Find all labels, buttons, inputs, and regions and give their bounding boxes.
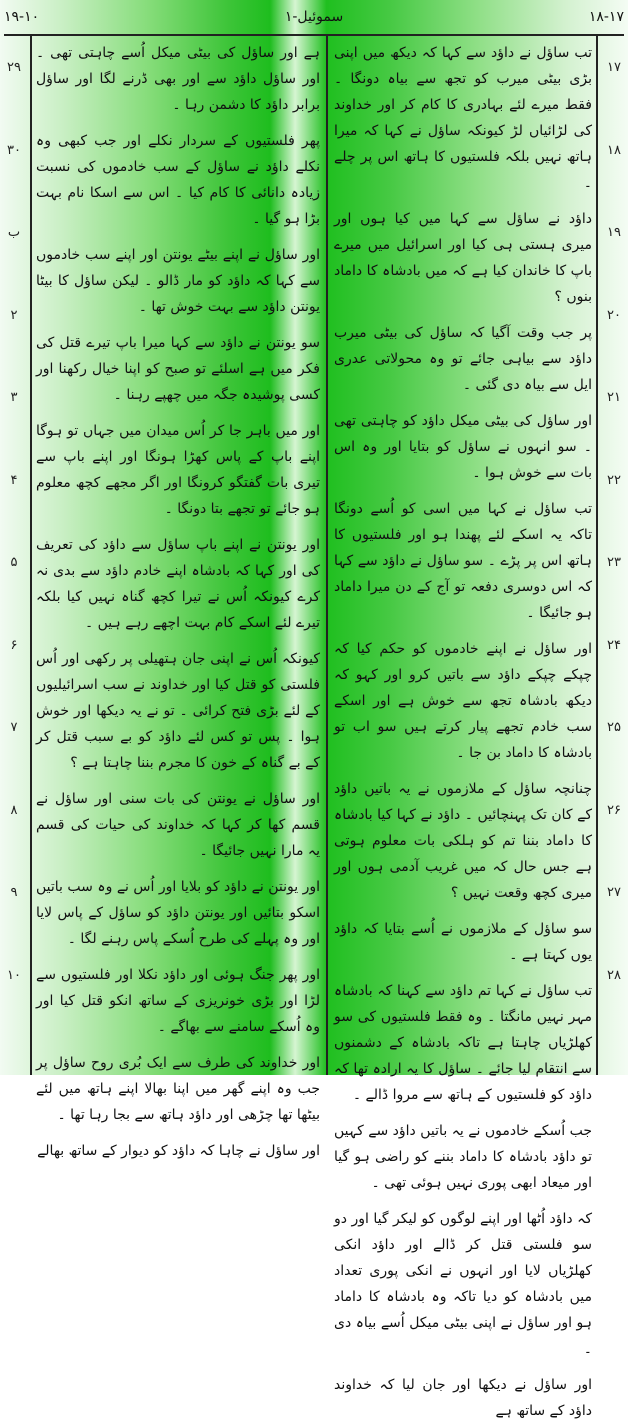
left-verse-text: کیونکہ اُس نے اپنی جان ہتھیلی پر رکھی اور اُس فلستی کو قتل کیا اور خداوند نے سب اسرائیلیوں کے لئے بڑی فتح کرائی ۔ تو نے یہ دیکھا اور خوش ہوا ۔ پس تو کس لئے داؤد کو بے سبب قتل کر کے بے گناہ کے خون کا مجرم بننا چاہتا ہے ؟ [36, 651, 320, 771]
left-gutter-divider [30, 34, 32, 1075]
verse-number: ۵ [10, 555, 18, 570]
verse-number: ۲۰ [607, 307, 621, 323]
right-verse-text: داؤد نے ساؤل سے کہا میں کیا ہوں اور میری ہستی ہی کیا اور اسرائیل میں میرے باپ کا خاندان کیا ہے کہ میں بادشاہ کا داماد بنوں ؟ [334, 211, 592, 305]
right-gutter-divider [596, 34, 598, 1075]
left-verse-text: اور ساؤل نے اپنے بیٹے یونتن اور اپنے سب خادموں سے کہا کہ داؤد کو مار ڈالو ۔ لیکن ساؤل کا بیٹا یونتن داؤد سے بہت خوش تھا ۔ [36, 247, 320, 315]
left-verse-text: اور ساؤل نے چاہا کہ داؤد کو دیوار کے ساتھ بھالے [37, 1143, 320, 1159]
verse-number: ۲۵ [607, 720, 621, 735]
right-verse-text: تب ساؤل نے کہا میں اسی کو اُسے دونگا تاکہ یہ اسکے لئے پھندا ہو اور فلستیوں کا ہاتھ اس پر پڑے ۔ سو ساؤل نے داؤد سے کہا کہ اس دوسری دفعہ تو آج کے دن میرا داماد ہو جائیگا ۔ [334, 501, 592, 621]
right-verse-text: سو ساؤل کے ملازموں نے اُسے بتایا کہ داؤد یوں کہتا ہے ۔ [334, 921, 592, 963]
verse-number: ۹ [10, 885, 18, 900]
right-verse-text: تب ساؤل نے کہا تم داؤد سے کہنا کہ بادشاہ مہر نہیں مانگتا ۔ وہ فقط فلستیوں کی سو کھلڑیاں چاہتا ہے تاکہ بادشاہ کے دشمنوں سے انتقام لیا جائے ۔ ساؤل کا یہ ارادہ تھا کہ داؤد کو فلستیوں کے ہاتھ سے مروا ڈالے ۔ [334, 983, 592, 1103]
left-verse-gutter [0, 36, 28, 1075]
verse-number: ۱۰ [7, 967, 21, 983]
left-text-column [36, 40, 320, 1159]
verse-number: ۳۰ [7, 142, 21, 158]
right-verse-text: تب ساؤل نے داؤد سے کہا کہ دیکھ میں اپنی بڑی بیٹی میرب کو تجھ سے بیاہ دونگا ۔ فقط میرے لئے بہادری کا کام کر اور خداوند کی لڑائیاں لڑ کیونکہ ساؤل نے کہا کہ میرا ہاتھ نہیں بلکہ فلستیوں کا ہاتھ اس پر چلے ۔ [334, 45, 592, 191]
left-verse-text: اور پھر جنگ ہوئی اور داؤد نکلا اور فلستیوں سے لڑا اور بڑی خونریزی کے ساتھ انکو قتل کیا اور وہ اُسکے سامنے سے بھاگے ۔ [36, 967, 320, 1035]
page-header [0, 0, 628, 34]
chapter-range-left: ۱۹-۱۰ [4, 9, 40, 25]
verse-number: ب [7, 225, 21, 240]
right-verse-text: پر جب وقت آگیا کہ ساؤل کی بیٹی میرب داؤد سے بیاہی جائے تو وہ محولاتی عدری ایل سے بیاہ دی گئی ۔ [334, 325, 592, 393]
left-verse-text: اور یونتن نے اپنے باپ ساؤل سے داؤد کی تعریف کی اور کہا کہ بادشاہ اپنے خادم داؤد سے بدی نہ کرے کیونکہ اُس نے تیرا کچھ گناہ نہیں کیا بلکہ تیرے لئے اسکے کام بہت اچھے رہے ہیں ۔ [36, 537, 320, 631]
header-divider [4, 34, 624, 36]
left-verse-text: پھر فلستیوں کے سردار نکلے اور جب کبھی وہ نکلے داؤد نے ساؤل کے سب خادموں کی نسبت زیادہ دانائی کا کام کیا ۔ اس سے اسکا نام بہت بڑا ہو گیا ۔ [36, 133, 320, 227]
book-title: ۱-سموئیل [284, 9, 344, 25]
verse-number: ۲۸ [607, 967, 621, 983]
right-verse-text: جب اُسکے خادموں نے یہ باتیں داؤد سے کہیں تو داؤد بادشاہ کا داماد بننے کو راضی ہو گیا اور میعاد ابھی پوری نہیں ہوئی تھی ۔ [334, 1123, 592, 1191]
right-verse-text: اور ساؤل نے دیکھا اور جان لیا کہ خداوند داؤد کے ساتھ ہے [334, 1377, 592, 1419]
left-verse-text: اور میں باہر جا کر اُس میدان میں جہاں تو ہوگا اپنے باپ کے پاس کھڑا ہونگا اور اپنے باپ سے تیری بات گفتگو کرونگا اور اگر مجھے کچھ معلوم ہو جائے تو تجھے بتا دونگا ۔ [36, 423, 320, 517]
verse-number: ۲۷ [607, 885, 621, 900]
verse-number: ۴ [10, 472, 18, 488]
right-verse-gutter [600, 36, 628, 1075]
right-verse-text: اور ساؤل کی بیٹی میکل داؤد کو چاہتی تھی ۔ سو انہوں نے ساؤل کو بتایا اور وہ اس بات سے خوش ہوا ۔ [334, 413, 592, 481]
verse-number: ۳ [10, 390, 18, 405]
left-verse-text: ہے اور ساؤل کی بیٹی میکل اُسے چاہتی تھی ۔ اور ساؤل داؤد سے اور بھی ڈرنے لگا اور ساؤل برابر داؤد کا دشمن رہا ۔ [36, 45, 320, 113]
column-divider [326, 34, 328, 1075]
verse-number: ۱۷ [607, 60, 621, 75]
verse-number: ۱۹ [607, 225, 621, 240]
left-verse-text: سو یونتن نے داؤد سے کہا میرا باپ تیرے قتل کی فکر میں ہے اسلئے تو صبح کو اپنا خیال رکھنا اور کسی پوشیدہ جگہ میں چھپے رہنا ۔ [36, 335, 320, 403]
verse-number: ۲۶ [607, 802, 621, 818]
verse-number: ۲۳ [607, 555, 621, 570]
left-verse-text: اور خداوند کی طرف سے ایک بُری روح ساؤل پر جب وہ اپنے گھر میں اپنا بھالا اپنے ہاتھ میں لئے بیٹھا تھا چڑھی اور داؤد ہاتھ سے بجا رہا تھا ۔ [36, 1055, 320, 1123]
verse-number: ۲۱ [607, 390, 621, 405]
verse-number: ۲۹ [7, 60, 21, 75]
left-verse-text: اور یونتن نے داؤد کو بلایا اور اُس نے وہ سب باتیں اسکو بتائیں اور یونتن داؤد کو ساؤل کے پاس لایا اور وہ پہلے کی طرح اُسکے پاس رہنے لگا ۔ [36, 879, 320, 947]
verse-number: ۷ [10, 720, 18, 735]
verse-number: ۲۴ [607, 637, 621, 653]
right-verse-text: اور ساؤل نے اپنے خادموں کو حکم کیا کہ چپکے چپکے داؤد سے باتیں کرو اور کہو کہ دیکھ بادشاہ تجھ سے خوش ہے اور اسکے سب خادم تجھے پیار کرتے ہیں سو اب تو بادشاہ کا داماد بن جا ۔ [334, 641, 592, 761]
verse-number: ۶ [10, 637, 18, 653]
verse-number: ۱۸ [607, 142, 621, 158]
right-verse-text: کہ داؤد اُٹھا اور اپنے لوگوں کو لیکر گیا اور دو سو فلستی قتل کر ڈالے اور داؤد انکی کھلڑیاں لایا اور انہوں نے انکی پوری تعداد میں بادشاہ کو دیا تاکہ وہ بادشاہ کا داماد ہو اور ساؤل نے اپنی بیٹی میکل اُسے بیاہ دی ۔ [334, 1211, 592, 1357]
chapter-range-right: ۱۸-۱۷ [588, 9, 624, 25]
right-text-column [334, 40, 592, 1419]
right-verse-text: چنانچہ ساؤل کے ملازموں نے یہ باتیں داؤد کے کان تک پہنچائیں ۔ داؤد نے کہا کیا بادشاہ کا داماد بننا تم کو ہلکی بات معلوم ہوتی ہے جس حال کہ میں غریب آدمی ہوں اور میری کچھ وقعت نہیں ؟ [334, 781, 592, 901]
verse-number: ۲ [10, 307, 18, 323]
left-verse-text: اور ساؤل نے یونتن کی بات سنی اور ساؤل نے قسم کھا کر کہا کہ خداوند کی حیات کی قسم یہ مارا نہیں جائیگا ۔ [36, 791, 320, 859]
verse-number: ۸ [10, 802, 18, 818]
verse-number: ۲۲ [607, 472, 621, 488]
